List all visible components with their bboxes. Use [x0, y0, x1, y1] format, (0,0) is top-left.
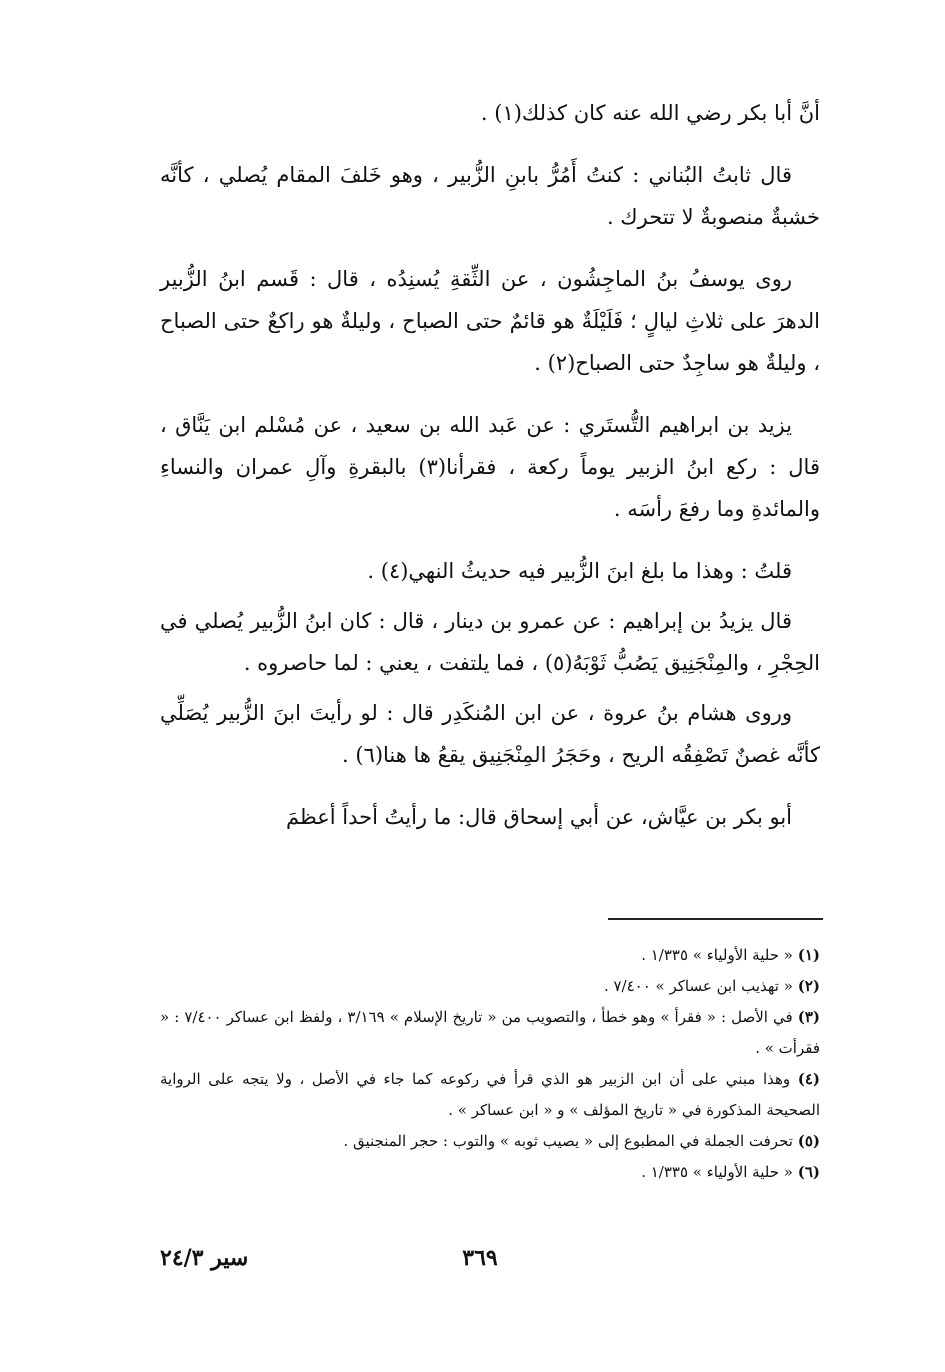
footnote-4 [160, 1064, 820, 1126]
paragraph-6: قال يزيدُ بن إبراهيم : عن عمرو بن دينار ، قال : كان ابنُ الزُّبير يُصلي في الحِجْرِ ، والمِنْجَنِيق يَصُبُّ ثَوْبَهُ(٥) ، فما يلتفت ، يعني : لما حاصروه . [160, 609, 820, 675]
page-footer [0, 1245, 945, 1285]
footnote-number: (٣) [797, 1008, 820, 1026]
main-text [160, 92, 820, 858]
paragraph-7: وروى هشام بنُ عروة ، عن ابن المُنكَدِر قال : لو رأيتَ ابنَ الزُّبير يُصَلِّي كأنَّه غصنٌ تَصْفِقُه الريح ، وحَجَرُ المِنْجَنِيق يقعُ ها هنا(٦) . [160, 701, 820, 767]
footnote-text: « تهذيب ابن عساكر » ٧/٤٠٠ . [603, 977, 793, 995]
footnote-number: (٤) [797, 1070, 820, 1088]
paragraph-4: يزيد بن ابراهيم التُّستَري : عن عَبد الله بن سعيد ، عن مُسْلم ابن يَنَّاق ، قال : ركع ابنُ الزبير يوماً ركعة ، فقرأنا(٣) بالبقرةِ وآلِ عمران والنساءِ والمائدةِ وما رفعَ رأسَه . [160, 413, 820, 521]
printer-signature: سير ٢٤/٣ [160, 1245, 249, 1271]
footnote-text: في الأصل : « فقرأ » وهو خطأ ، والتصويب من « تاريخ الإسلام » ٣/١٦٩ ، ولفظ ابن عساكر ٧/٤٠٠ : « فقرأت » . [160, 1008, 820, 1057]
footnote-5 [160, 1126, 820, 1157]
footnote-2 [160, 971, 820, 1002]
page-number: ٣٦٩ [462, 1245, 498, 1271]
paragraph-5: قلتُ : وهذا ما بلغ ابنَ الزُّبير فيه حديثُ النهي(٤) . [367, 559, 792, 583]
footnote-text: تحرفت الجملة في المطبوع إلى « يصيب ثوبه » والتوب : حجر المنجنيق . [343, 1132, 793, 1150]
footnote-number: (٦) [797, 1163, 820, 1181]
paragraph-1: أنَّ أبا بكر رضي الله عنه كان كذلك(١) . [480, 101, 820, 125]
paragraph-3: روى يوسفُ بنُ الماجِشُون ، عن الثِّقةِ يُسنِدُه ، قال : قَسم ابنُ الزُّبير الدهرَ على ثلاثِ ليالٍ ؛ فَلَيْلَةٌ هو قائمٌ حتى الصباح ، وليلةٌ هو راكعٌ حتى الصباح ، وليلةٌ هو ساجِدٌ حتى الصباح(٢) . [160, 267, 820, 375]
footnote-1 [160, 940, 820, 971]
paragraph-8: أبو بكر بن عيَّاش، عن أبي إسحاق قال: ما رأيتُ أحداً أعظمَ [286, 805, 792, 829]
paragraph-2: قال ثابتُ البُناني : كنتُ أَمُرُّ بابنِ الزُّبير ، وهو خَلفَ المقام يُصلي ، كأنَّه خشبةٌ منصوبةٌ لا تتحرك . [160, 163, 820, 229]
footnote-text: وهذا مبني على أن ابن الزبير هو الذي قرأ في ركوعه كما جاء في الأصل ، ولا يتجه على الرواية الصحيحة المذكورة في « تاريخ المؤلف » و « ابن عساكر » . [160, 1070, 820, 1119]
footnote-6 [160, 1157, 820, 1188]
footnote-divider [608, 918, 823, 920]
footnote-number: (٢) [797, 977, 820, 995]
footnotes [160, 940, 820, 1188]
footnote-number: (١) [797, 946, 820, 964]
footnote-text: « حلية الأولياء » ١/٣٣٥ . [641, 946, 793, 964]
footnote-3 [160, 1002, 820, 1064]
footnote-number: (٥) [797, 1132, 820, 1150]
footnote-text: « حلية الأولياء » ١/٣٣٥ . [641, 1163, 793, 1181]
